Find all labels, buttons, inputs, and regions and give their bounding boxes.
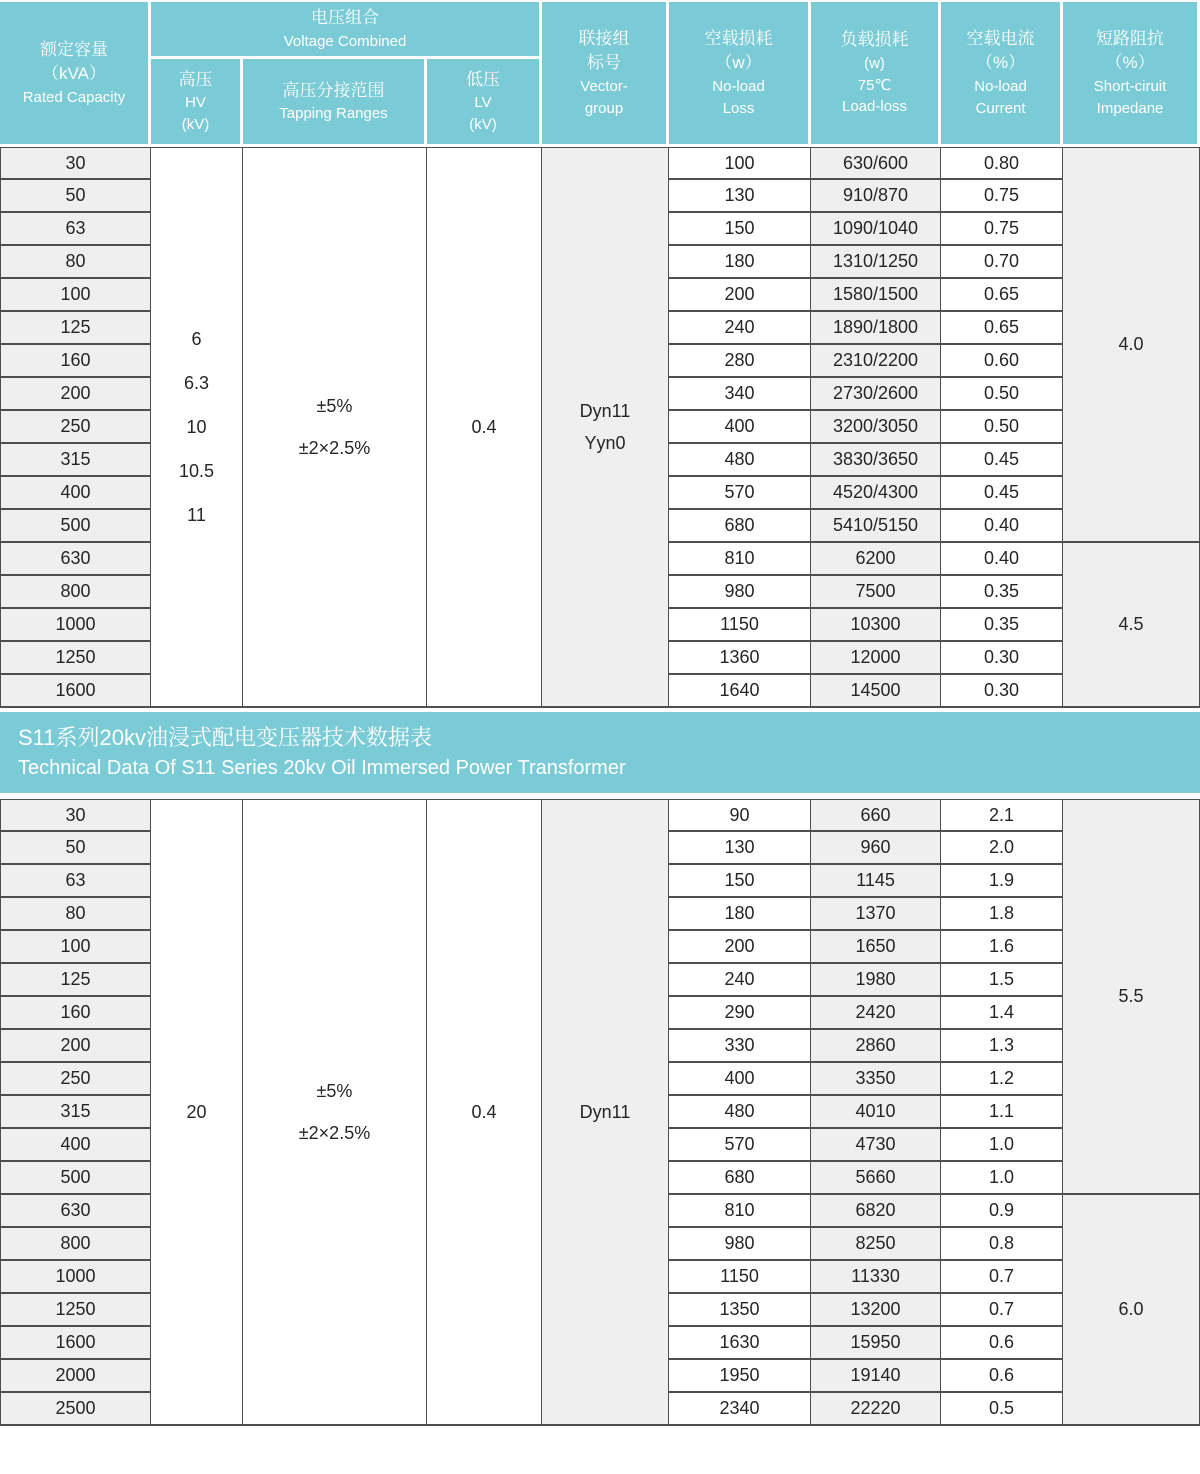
cell-rated-capacity: 800 — [0, 576, 151, 609]
header-line: （%） — [1105, 53, 1155, 73]
cell-load-loss: 1650 — [811, 931, 941, 964]
header-line: (kV) — [469, 116, 497, 134]
cell-no-load-current: 0.50 — [941, 411, 1063, 444]
cell-no-load-loss: 1150 — [669, 1261, 811, 1294]
cell-load-loss: 12000 — [811, 642, 941, 675]
cell-no-load-current: 1.0 — [941, 1129, 1063, 1162]
cell-no-load-current: 1.8 — [941, 898, 1063, 931]
header-line: Tapping Ranges — [279, 105, 388, 123]
header-line: Voltage Combined — [283, 32, 407, 50]
cell-no-load-loss: 200 — [669, 931, 811, 964]
cell-no-load-loss: 290 — [669, 997, 811, 1030]
cell-no-load-loss: 980 — [669, 576, 811, 609]
cell-load-loss: 10300 — [811, 609, 941, 642]
header-line: （kVA） — [42, 64, 106, 84]
upper-spec-table — [0, 2, 1200, 708]
cell-load-loss: 1580/1500 — [811, 279, 941, 312]
cell-no-load-loss: 1350 — [669, 1294, 811, 1327]
cell-no-load-loss: 90 — [669, 799, 811, 832]
cell-no-load-current: 1.0 — [941, 1162, 1063, 1195]
cell-short-circuit-impedance: 4.0 — [1063, 147, 1200, 543]
cell-rated-capacity: 315 — [0, 1096, 151, 1129]
cell-load-loss: 2420 — [811, 997, 941, 1030]
cell-load-loss: 1980 — [811, 964, 941, 997]
cell-load-loss: 8250 — [811, 1228, 941, 1261]
cell-load-loss: 3200/3050 — [811, 411, 941, 444]
cell-load-loss: 4010 — [811, 1096, 941, 1129]
value-line: Yyn0 — [584, 433, 626, 454]
cell-rated-capacity: 250 — [0, 411, 151, 444]
cell-no-load-loss: 570 — [669, 477, 811, 510]
cell-load-loss: 660 — [811, 799, 941, 832]
cell-no-load-loss: 810 — [669, 543, 811, 576]
header-line: Rated Capacity — [22, 88, 126, 106]
cell-no-load-current: 0.80 — [941, 147, 1063, 180]
cell-no-load-current: 0.9 — [941, 1195, 1063, 1228]
cell-load-loss: 5410/5150 — [811, 510, 941, 543]
header-line: group — [584, 99, 624, 117]
value-line: Dyn11 — [579, 401, 631, 422]
cell-rated-capacity: 160 — [0, 345, 151, 378]
header-line: 标号 — [587, 53, 622, 73]
cell-load-loss: 22220 — [811, 1393, 941, 1426]
col-header-hv — [151, 59, 243, 147]
cell-no-load-loss: 1360 — [669, 642, 811, 675]
banner-title-zh: S11系列20kv油浸式配电变压器技术数据表 — [18, 725, 432, 751]
cell-no-load-loss: 330 — [669, 1030, 811, 1063]
cell-no-load-loss: 150 — [669, 865, 811, 898]
cell-no-load-current: 0.5 — [941, 1393, 1063, 1426]
cell-hv-values-stack — [153, 317, 240, 537]
cell-no-load-loss: 2340 — [669, 1393, 811, 1426]
lower-spec-table — [0, 799, 1200, 1426]
header-line: （w） — [715, 53, 762, 73]
cell-rated-capacity: 400 — [0, 477, 151, 510]
cell-rated-capacity: 1250 — [0, 642, 151, 675]
header-line: Current — [975, 99, 1026, 117]
cell-hv-values — [151, 147, 243, 708]
col-header-voltage-combined — [151, 2, 542, 59]
header-line: 75℃ — [857, 76, 892, 94]
cell-rated-capacity: 500 — [0, 510, 151, 543]
value-line: ±2×2.5% — [298, 438, 371, 459]
cell-no-load-current: 0.45 — [941, 444, 1063, 477]
cell-vector-group — [542, 147, 669, 708]
header-line: 高压分接范围 — [282, 80, 385, 100]
cell-lv-value: 0.4 — [427, 799, 542, 1426]
cell-rated-capacity: 100 — [0, 279, 151, 312]
cell-no-load-current: 0.45 — [941, 477, 1063, 510]
cell-rated-capacity: 160 — [0, 997, 151, 1030]
cell-no-load-loss: 200 — [669, 279, 811, 312]
header-line: Load-loss — [842, 98, 908, 116]
cell-rated-capacity: 1600 — [0, 675, 151, 708]
cell-rated-capacity: 200 — [0, 378, 151, 411]
cell-rated-capacity: 1000 — [0, 1261, 151, 1294]
cell-rated-capacity: 1600 — [0, 1327, 151, 1360]
value-line: 11 — [187, 505, 206, 526]
header-line: (w) — [864, 54, 885, 72]
cell-short-circuit-impedance: 4.5 — [1063, 543, 1200, 708]
col-header-short-circuit-impedance — [1063, 2, 1200, 147]
cell-rated-capacity: 50 — [0, 180, 151, 213]
cell-no-load-loss: 400 — [669, 411, 811, 444]
cell-rated-capacity: 500 — [0, 1162, 151, 1195]
cell-hv-values-stack — [153, 1090, 240, 1134]
cell-no-load-loss: 1630 — [669, 1327, 811, 1360]
cell-load-loss: 14500 — [811, 675, 941, 708]
cell-no-load-current: 0.50 — [941, 378, 1063, 411]
cell-load-loss: 3830/3650 — [811, 444, 941, 477]
cell-no-load-current: 1.3 — [941, 1030, 1063, 1063]
cell-no-load-current: 0.6 — [941, 1327, 1063, 1360]
value-line: 10.5 — [178, 461, 215, 482]
cell-load-loss: 7500 — [811, 576, 941, 609]
cell-load-loss: 4520/4300 — [811, 477, 941, 510]
cell-load-loss: 1370 — [811, 898, 941, 931]
cell-no-load-loss: 810 — [669, 1195, 811, 1228]
cell-no-load-current: 1.6 — [941, 931, 1063, 964]
cell-load-loss: 19140 — [811, 1360, 941, 1393]
header-line: (kV) — [181, 116, 210, 134]
banner-title-en: Technical Data Of S11 Series 20kv Oil Immersed Power Transformer — [18, 757, 626, 780]
cell-no-load-loss: 180 — [669, 898, 811, 931]
header-line: 高压 — [178, 69, 213, 89]
col-header-tapping-range — [243, 59, 427, 147]
col-header-no-load-loss — [669, 2, 811, 147]
cell-load-loss: 2730/2600 — [811, 378, 941, 411]
cell-load-loss: 2860 — [811, 1030, 941, 1063]
header-line: 低压 — [466, 69, 501, 89]
header-line: 空载电流 — [966, 28, 1035, 48]
header-line: （%） — [975, 53, 1026, 73]
header-line: 负载损耗 — [840, 30, 909, 50]
cell-vector-group — [542, 799, 669, 1426]
header-line: 联接组 — [578, 28, 630, 48]
cell-no-load-loss: 100 — [669, 147, 811, 180]
cell-rated-capacity: 50 — [0, 832, 151, 865]
cell-rated-capacity: 800 — [0, 1228, 151, 1261]
cell-load-loss: 11330 — [811, 1261, 941, 1294]
cell-short-circuit-impedance: 5.5 — [1063, 799, 1200, 1195]
cell-no-load-current: 1.4 — [941, 997, 1063, 1030]
cell-no-load-loss: 680 — [669, 1162, 811, 1195]
cell-no-load-loss: 180 — [669, 246, 811, 279]
cell-load-loss: 6820 — [811, 1195, 941, 1228]
cell-rated-capacity: 100 — [0, 931, 151, 964]
cell-vector-group-stack — [544, 395, 666, 459]
cell-no-load-current: 1.9 — [941, 865, 1063, 898]
cell-no-load-loss: 680 — [669, 510, 811, 543]
cell-rated-capacity: 2000 — [0, 1360, 151, 1393]
cell-load-loss: 1145 — [811, 865, 941, 898]
cell-tapping-range — [243, 799, 427, 1426]
cell-rated-capacity: 1250 — [0, 1294, 151, 1327]
header-line: Short-ciruit — [1093, 78, 1167, 96]
cell-rated-capacity: 63 — [0, 865, 151, 898]
header-line: 电压组合 — [311, 8, 380, 27]
col-header-load-loss — [811, 2, 941, 147]
cell-load-loss: 4730 — [811, 1129, 941, 1162]
cell-no-load-loss: 130 — [669, 832, 811, 865]
value-line: Dyn11 — [579, 1102, 631, 1123]
cell-load-loss: 6200 — [811, 543, 941, 576]
cell-rated-capacity: 630 — [0, 1195, 151, 1228]
value-line: 20 — [186, 1102, 207, 1123]
cell-load-loss: 960 — [811, 832, 941, 865]
cell-no-load-loss: 480 — [669, 444, 811, 477]
cell-no-load-loss: 570 — [669, 1129, 811, 1162]
cell-no-load-current: 0.35 — [941, 576, 1063, 609]
cell-no-load-current: 0.40 — [941, 510, 1063, 543]
cell-no-load-loss: 1640 — [669, 675, 811, 708]
header-line: No-load — [974, 78, 1027, 96]
cell-load-loss: 15950 — [811, 1327, 941, 1360]
cell-rated-capacity: 125 — [0, 964, 151, 997]
header-line: Loss — [722, 99, 755, 117]
cell-load-loss: 1090/1040 — [811, 213, 941, 246]
cell-no-load-current: 2.1 — [941, 799, 1063, 832]
header-line: Impedane — [1096, 99, 1164, 117]
cell-no-load-current: 2.0 — [941, 832, 1063, 865]
cell-rated-capacity: 315 — [0, 444, 151, 477]
cell-no-load-current: 0.65 — [941, 279, 1063, 312]
cell-no-load-current: 0.65 — [941, 312, 1063, 345]
cell-load-loss: 5660 — [811, 1162, 941, 1195]
col-header-rated-capacity — [0, 2, 151, 147]
cell-no-load-current: 1.5 — [941, 964, 1063, 997]
cell-rated-capacity: 80 — [0, 246, 151, 279]
section1-rows — [0, 147, 1200, 708]
cell-no-load-loss: 240 — [669, 312, 811, 345]
cell-no-load-current: 0.6 — [941, 1360, 1063, 1393]
cell-rated-capacity: 200 — [0, 1030, 151, 1063]
cell-no-load-current: 0.7 — [941, 1261, 1063, 1294]
cell-no-load-loss: 1150 — [669, 609, 811, 642]
col-header-lv — [427, 59, 542, 147]
header-line: 额定容量 — [40, 39, 108, 59]
cell-no-load-current: 0.8 — [941, 1228, 1063, 1261]
cell-no-load-loss: 130 — [669, 180, 811, 213]
cell-hv-values — [151, 799, 243, 1426]
cell-tapping-range — [243, 147, 427, 708]
cell-no-load-current: 0.30 — [941, 642, 1063, 675]
section2-title-banner — [0, 712, 1200, 793]
cell-no-load-loss: 480 — [669, 1096, 811, 1129]
header-line: No-load — [712, 78, 765, 96]
cell-lv-value: 0.4 — [427, 147, 542, 708]
header-line: 空载损耗 — [704, 28, 773, 48]
cell-rated-capacity: 2500 — [0, 1393, 151, 1426]
cell-rated-capacity: 400 — [0, 1129, 151, 1162]
cell-load-loss: 2310/2200 — [811, 345, 941, 378]
value-line: ±2×2.5% — [298, 1123, 371, 1144]
cell-load-loss: 3350 — [811, 1063, 941, 1096]
cell-no-load-loss: 150 — [669, 213, 811, 246]
table-header — [0, 2, 1200, 147]
cell-load-loss: 1890/1800 — [811, 312, 941, 345]
cell-no-load-loss: 1950 — [669, 1360, 811, 1393]
cell-no-load-loss: 240 — [669, 964, 811, 997]
cell-vector-group-stack — [544, 1096, 666, 1128]
header-line: LV — [474, 94, 492, 112]
value-line: ±5% — [316, 1081, 353, 1102]
cell-no-load-current: 0.30 — [941, 675, 1063, 708]
col-header-vector-group — [542, 2, 669, 147]
cell-no-load-current: 0.75 — [941, 213, 1063, 246]
cell-load-loss: 1310/1250 — [811, 246, 941, 279]
header-line: HV — [185, 94, 206, 112]
value-line: 6.3 — [183, 373, 210, 394]
cell-no-load-loss: 280 — [669, 345, 811, 378]
cell-rated-capacity: 30 — [0, 799, 151, 832]
cell-rated-capacity: 63 — [0, 213, 151, 246]
value-line: 6 — [191, 329, 202, 350]
cell-load-loss: 630/600 — [811, 147, 941, 180]
cell-no-load-current: 0.7 — [941, 1294, 1063, 1327]
cell-no-load-current: 0.40 — [941, 543, 1063, 576]
cell-no-load-current: 1.2 — [941, 1063, 1063, 1096]
cell-no-load-current: 1.1 — [941, 1096, 1063, 1129]
cell-rated-capacity: 80 — [0, 898, 151, 931]
value-line: ±5% — [316, 396, 353, 417]
cell-rated-capacity: 250 — [0, 1063, 151, 1096]
cell-no-load-loss: 980 — [669, 1228, 811, 1261]
header-line: Vector- — [580, 78, 628, 96]
table-row — [0, 147, 1200, 180]
cell-rated-capacity: 30 — [0, 147, 151, 180]
cell-no-load-current: 0.75 — [941, 180, 1063, 213]
value-line: 10 — [186, 417, 207, 438]
cell-no-load-current: 0.60 — [941, 345, 1063, 378]
header-line: 短路阻抗 — [1096, 28, 1165, 48]
cell-no-load-current: 0.70 — [941, 246, 1063, 279]
cell-no-load-loss: 400 — [669, 1063, 811, 1096]
cell-no-load-current: 0.35 — [941, 609, 1063, 642]
cell-short-circuit-impedance: 6.0 — [1063, 1195, 1200, 1426]
cell-rated-capacity: 630 — [0, 543, 151, 576]
cell-load-loss: 910/870 — [811, 180, 941, 213]
cell-no-load-loss: 340 — [669, 378, 811, 411]
cell-rated-capacity: 1000 — [0, 609, 151, 642]
cell-rated-capacity: 125 — [0, 312, 151, 345]
col-header-no-load-current — [941, 2, 1063, 147]
cell-tapping-range-stack — [245, 1070, 424, 1154]
section2-rows — [0, 799, 1200, 1426]
cell-load-loss: 13200 — [811, 1294, 941, 1327]
cell-tapping-range-stack — [245, 385, 424, 469]
table-row — [0, 799, 1200, 832]
